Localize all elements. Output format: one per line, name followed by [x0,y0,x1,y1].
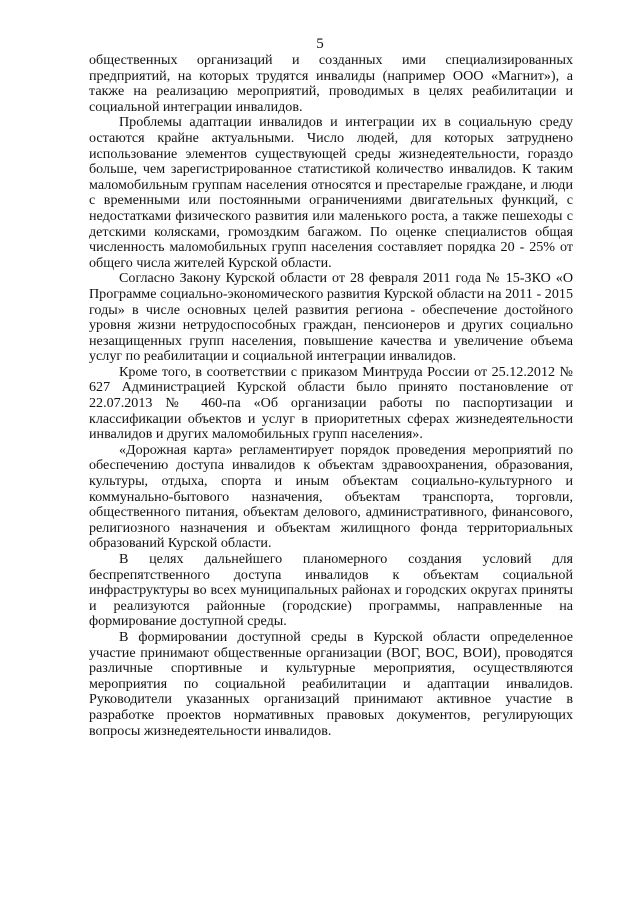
paragraph-7: В формировании доступной среды в Курской области определенное участие принимают общественные организации (ВОГ, ВОС, ВОИ), проводятся различные спортивные и культурные мероприятия, осуществляются мероприятия по социальной реабилитации и адаптации инвалидов. Руководители указанных организаций принимают активное участие в разработке проектов нормативных правовых документов, регулирующих вопросы жизнедеятельности инвалидов. [89,628,573,739]
page-number: 5 [316,36,324,52]
paragraph-5: «Дорожная карта» регламентирует порядок проведения мероприятий по обеспечению доступа инвалидов к объектам здравоохранения, образования, культуры, отдыха, спорта и иным объектам социально-культурного и коммунально-бытового назначения, объектам транспорта, торговли, общественного питания, объектам делового, административного, финансового, религиозного назначения и объектам жилищного фонда территориальных образований Курской области. [89,441,573,552]
document-body [89,53,573,739]
paragraph-6: В целях дальнейшего планомерного создания условий для беспрепятственного доступа инвалидов к объектам социальной инфраструктуры во всех муниципальных районах и городских округах приняты и реализуются районные (городские) программы, направленные на формирование доступной среды. [89,551,573,630]
paragraph-1: общественных организаций и созданных ими специализированных предприятий, на которых трудятся инвалиды (например ООО «Магнит»), а также на реализацию мероприятий, проводимых в целях реабилитации и социальной интеграции инвалидов. [89,52,573,115]
paragraph-3: Согласно Закону Курской области от 28 февраля 2011 года № 15-ЗКО «О Программе социально-экономического развития Курской области на 2011 - 2015 годы» в числе основных целей развития региона - обеспечение достойного уровня жизни нетрудоспособных граждан, пенсионеров и других социально незащищенных групп населения, повышение качества и увеличение объема услуг по реабилитации и социальной интеграции инвалидов. [89,270,573,365]
paragraph-2: Проблемы адаптации инвалидов и интеграции их в социальную среду остаются крайне актуальными. Число людей, для которых затруднено использование элементов существующей среды жизнедеятельности, гораздо больше, чем зарегистрированное статистикой количество инвалидов. К таким маломобильным группам населения относятся и престарелые граждане, и люди с временными или постоянными ограничениями двигательных функций, с недостатками физического развития или маленького роста, а также пешеходы с детскими колясками, громоздким багажом. По оценке специалистов общая численность маломобильных групп населения составляет порядка 20 - 25% от общего числа жителей Курской области. [89,114,573,271]
paragraph-4: Кроме того, в соответствии с приказом Минтруда России от 25.12.2012 № 627 Администрацией Курской области было принято постановление от 22.07.2013 № 460-па «Об организации работы по паспортизации и классификации объектов и услуг в приоритетных сферах жизнедеятельности инвалидов и других маломобильных групп населения». [89,363,573,443]
